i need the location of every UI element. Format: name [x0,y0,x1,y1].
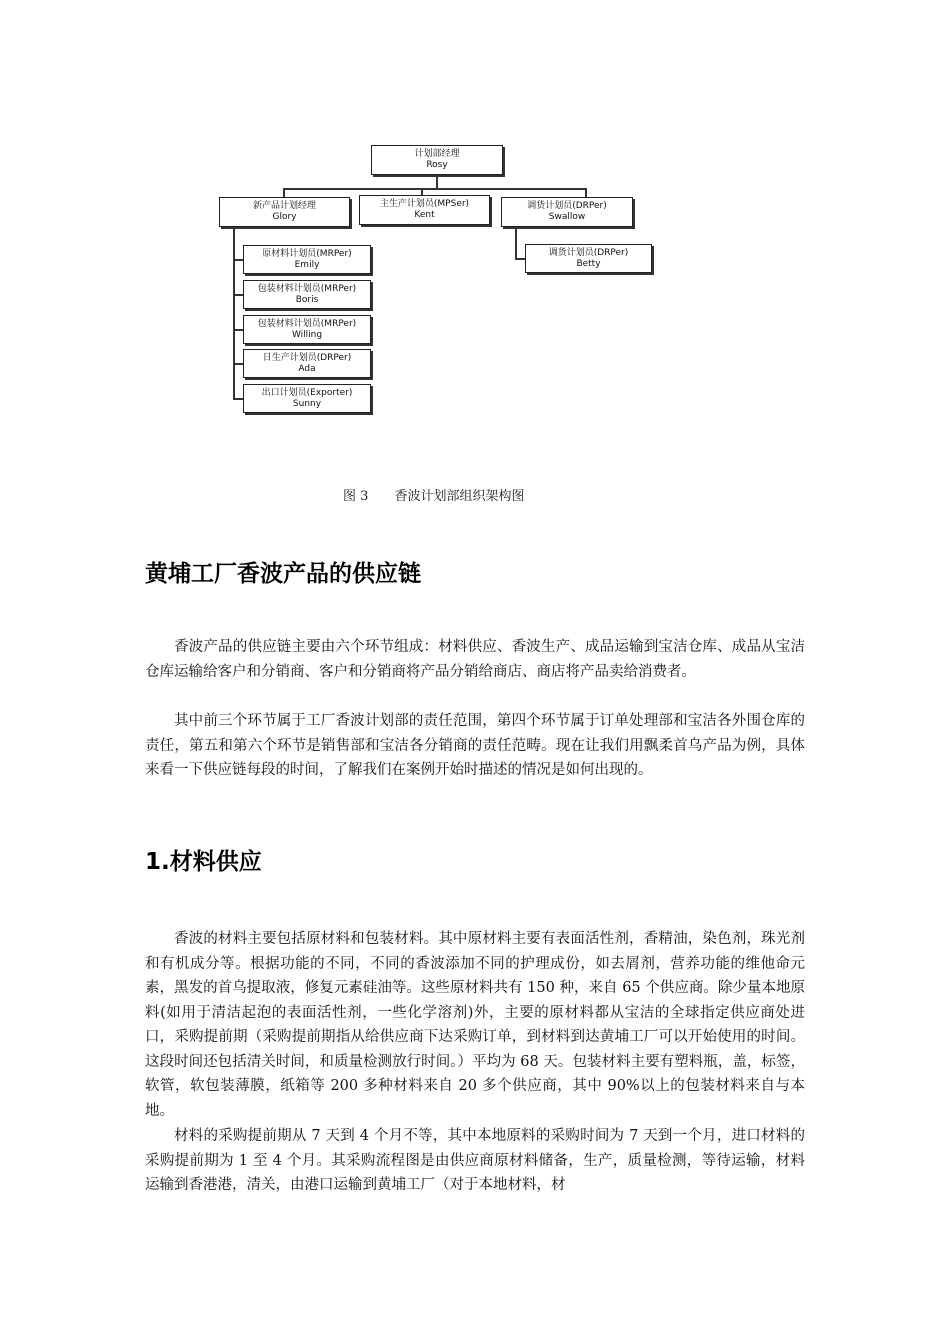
connector-line [436,174,438,189]
paragraph: 其中前三个环节属于工厂香波计划部的责任范围，第四个环节属于订单处理部和宝洁各外围仓库的责任，第五和第六个环节是销售部和宝洁各分销商的责任范畴。现在让我们用飘柔首乌产品为例，具体来看一下供应链每段的时间，了解我们在案例开始时描述的情况是如何出现的。 [145,713,805,778]
role-title: 包装材料计划员(MRPer) [257,284,357,294]
paragraph: 材料的采购提前期从 7 天到 4 个月不等，其中本地原料的采购时间为 7 天到一个月，进口材料的采购提前期为 1 至 4 个月。其采购流程图是由供应商原材料储备，生产，质量检测，等待运输，材料运输到香港港，清关，由港口运输到黄埔工厂（对于本地材料，材 [145,1128,805,1193]
connector-line [515,258,525,260]
connector-line [233,398,243,400]
connector-line [283,188,586,190]
org-box-willing [243,315,371,344]
role-title: 计划部经理 [414,149,460,159]
paragraph: 香波产品的供应链主要由六个环节组成：材料供应、香波生产、成品运输到宝洁仓库、成品从宝洁仓库运输给客户和分销商、客户和分销商将产品分销给商店、商店将产品卖给消费者。 [145,639,805,680]
org-box-ada [243,349,371,378]
person-name: Boris [295,295,319,305]
org-chart [0,0,950,430]
role-title: 主生产计划员(MPSer) [379,199,470,209]
connector-line [515,227,517,259]
org-box-manager [371,145,503,175]
connector-line [233,363,243,365]
role-title: 调货计划员(DRPer) [548,248,629,258]
org-box-emily [243,245,371,274]
person-name: Emily [294,260,320,270]
role-title: 原材料计划员(MRPer) [262,249,352,259]
figure-number: 图 3 [343,489,369,504]
connector-line [233,329,243,331]
role-title: 新产品计划经理 [252,201,316,211]
person-name: Kent [414,210,435,220]
org-box-sunny [243,384,371,413]
figure-caption [343,485,525,504]
role-title: 日生产计划员(DRPer) [262,353,352,363]
org-box-drp-swallow [501,197,633,227]
connector-line [233,259,243,261]
person-name: Rosy [426,160,448,170]
person-name: Ada [298,364,316,374]
section-heading: 1.材料供应 [145,849,262,875]
role-title: 调货计划员(DRPer) [527,201,607,211]
connector-line [233,227,235,399]
connector-line [283,188,285,197]
person-name: Sunny [292,399,322,409]
person-name: Willing [291,330,323,340]
role-title: 包装材料计划员(MRPer) [257,319,357,329]
org-box-mps [359,195,490,225]
role-title: 出口计划员(Exporter) [261,388,353,398]
paragraph: 香波的材料主要包括原材料和包装材料。其中原材料主要有表面活性剂，香精油，染色剂，珠光剂和有机成分等。根据功能的不同，不同的香波添加不同的护理成份，如去屑剂，营养功能的维他命元素，黑发的首乌提取液，修复元素硅油等。这些原材料共有 150 种，来自 65 个供应商。除少量本地原料(如用于清洁起泡的表面活性剂，一些化学溶剂)外，主要的原材料都从宝洁的全球指定供应商处进口，采购提前期（采购提前期指从给供应商下达采购订单，到材料到达黄埔工厂可以开始使用的时间。这段时间还包括清关时间，和质量检测放行时间。）平均为 68 天。包装材料主要有塑料瓶，盖，标签，软管，软包装薄膜，纸箱等 200 多种材料来自 20 多个供应商，其中 90%以上的包装材料来自与本地。 [145,931,805,1119]
person-name: Glory [272,212,297,222]
org-box-new-product-manager [219,197,350,227]
figure-caption-text: 香波计划部组织架构图 [394,489,525,504]
person-name: Swallow [548,212,586,222]
person-name: Betty [576,259,601,269]
org-box-betty [525,244,652,273]
section-heading: 黄埔工厂香波产品的供应链 [145,561,421,587]
connector-line [585,188,587,197]
connector-line [233,294,243,296]
org-box-boris [243,280,371,309]
